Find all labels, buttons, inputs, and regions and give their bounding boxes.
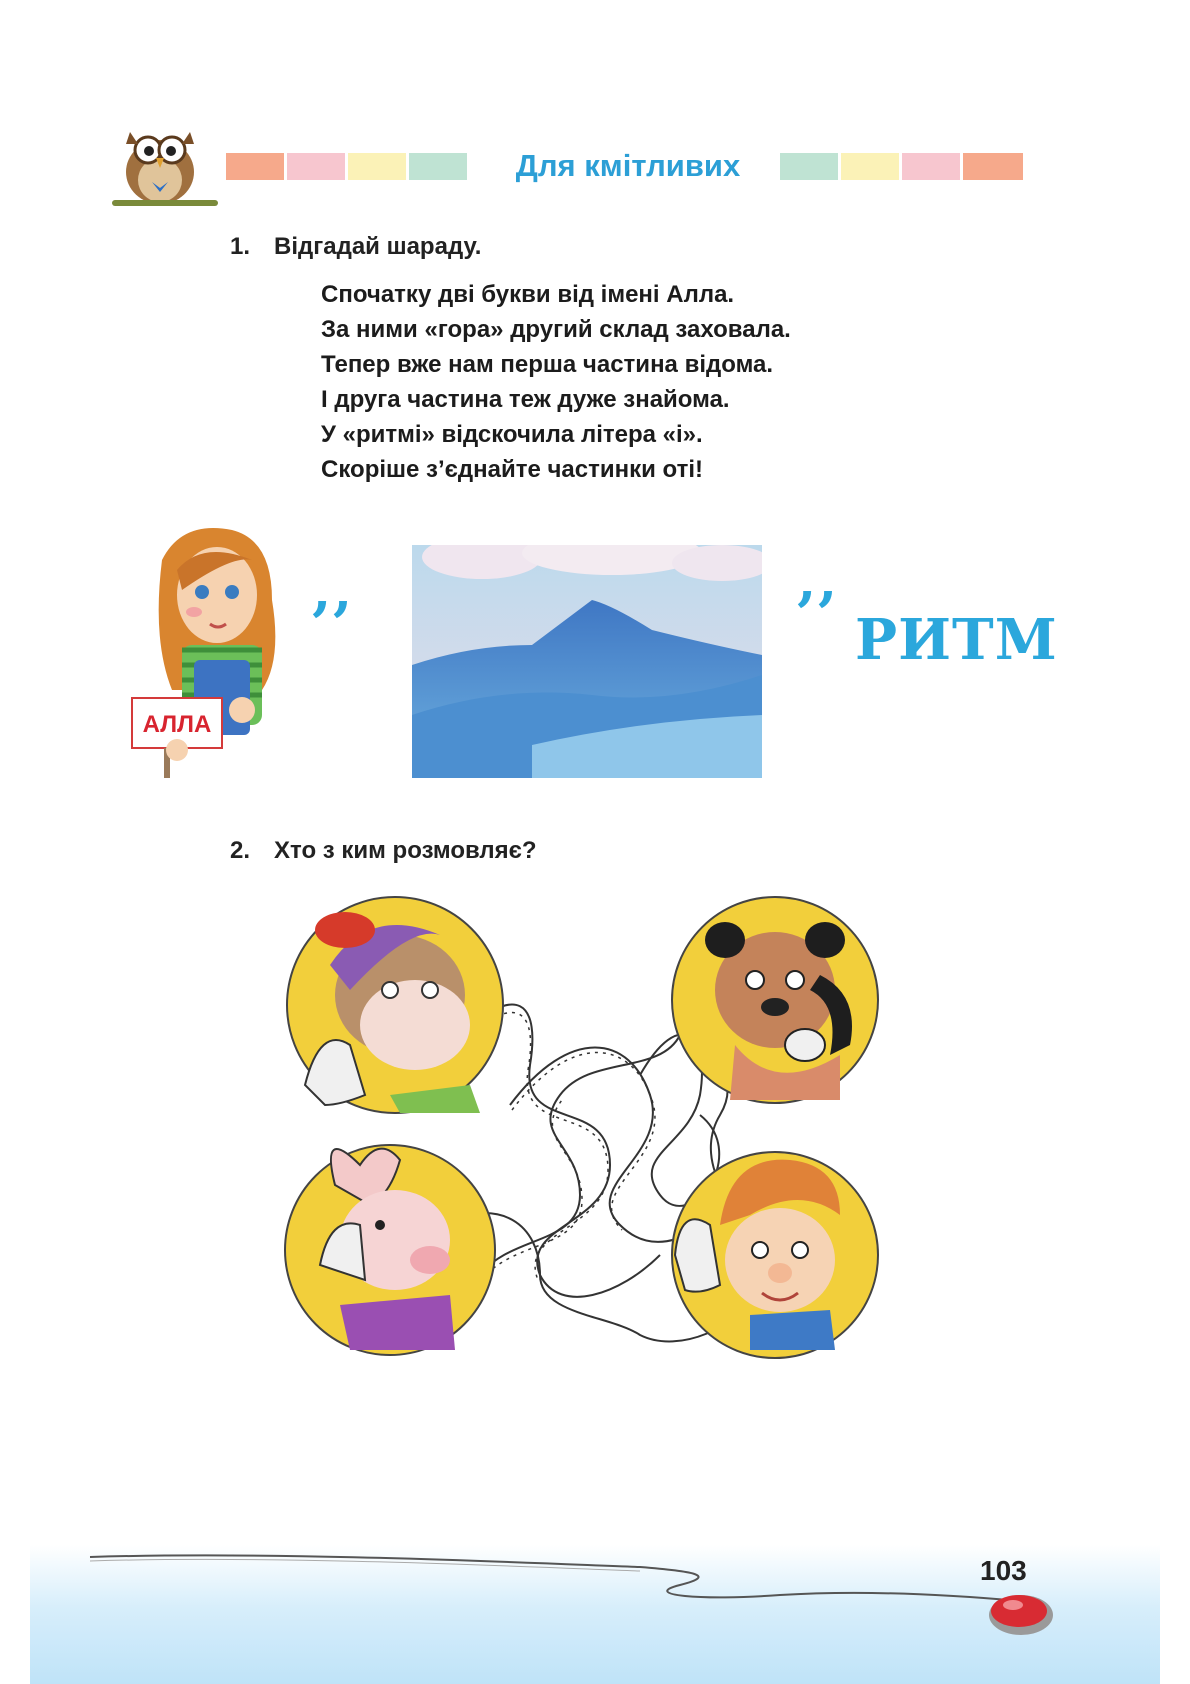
poem-line: За ними «гора» другий склад заховала. xyxy=(321,316,791,343)
header-stripe xyxy=(902,153,960,180)
task1-title: Відгадай шараду. xyxy=(274,233,482,260)
task2-title: Хто з ким розмовляє? xyxy=(274,837,537,864)
poem-line: У «ритмі» відскочила літера «і». xyxy=(321,421,703,448)
poem-line: Спочатку дві букви від імені Алла. xyxy=(321,281,735,308)
header-stripe xyxy=(963,153,1023,180)
mountain-illustration xyxy=(412,545,762,778)
computer-mouse-icon xyxy=(985,1585,1057,1641)
quote-mark-right: ’’ xyxy=(795,580,837,650)
poem-line: Тепер вже нам перша частина відома. xyxy=(321,351,774,378)
header-stripe xyxy=(409,153,467,180)
header-stripe xyxy=(226,153,284,180)
poem-line: І друга частина теж дуже знайома. xyxy=(321,386,730,413)
header-stripe xyxy=(287,153,345,180)
page-number: 103 xyxy=(980,1555,1027,1586)
task1-number: 1. xyxy=(230,233,251,260)
task2-number: 2. xyxy=(230,837,251,864)
header-stripe xyxy=(348,153,406,180)
sign-text: АЛЛА xyxy=(142,711,212,738)
owl-mascot-icon xyxy=(112,122,220,208)
girl-with-sign-illustration xyxy=(122,520,302,780)
riddle-word: РИТМ xyxy=(855,607,1058,673)
header-stripe xyxy=(780,153,838,180)
phone-conversation-illustration xyxy=(280,895,890,1365)
poem-line: Скоріше з’єднайте частинки оті! xyxy=(321,456,704,483)
task2-heading xyxy=(230,837,537,865)
riddle-poem xyxy=(321,277,791,487)
section-title: Для кмітливих xyxy=(515,148,741,183)
quote-mark-left: ’’ xyxy=(310,590,352,660)
task1-heading xyxy=(230,233,481,261)
footer-cable-decoration xyxy=(80,1545,1060,1625)
header-stripe xyxy=(841,153,899,180)
